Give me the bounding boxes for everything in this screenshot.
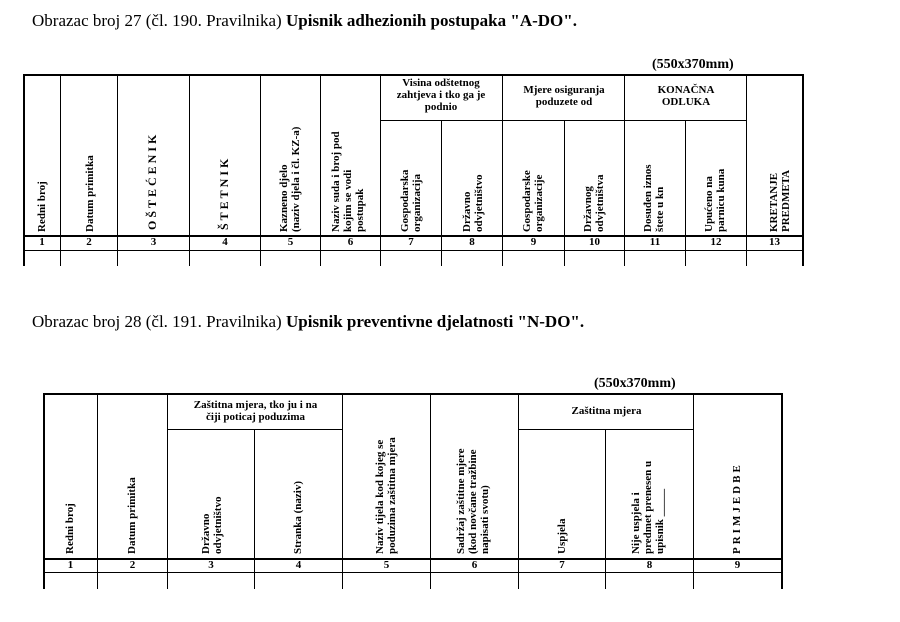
form27-col-num: 3	[150, 236, 157, 248]
form28-col-5-label: Naziv tijela kod kojeg se poduzima zaštitna mjera	[374, 437, 398, 554]
form28-vline	[781, 393, 783, 589]
form28-group-protective: Zaštitna mjera, tko ju i na čiji poticaj poduzima	[193, 399, 318, 423]
form27-col-num: 4	[222, 236, 228, 248]
form27-heading	[32, 11, 577, 31]
form27-heading-bold: Upisnik adhezionih postupaka "A-DO".	[285, 11, 577, 30]
form27-col-num: 12	[710, 236, 722, 248]
form28-col-num: 6	[471, 559, 478, 571]
form27-col-num: 7	[408, 236, 414, 248]
form27-col-12-label: Upućeno na parnicu kuna	[703, 168, 727, 232]
form28-heading-bold: Upisnik preventivne djelatnosti "N-DO".	[285, 312, 585, 331]
form27-num-bottom	[23, 250, 803, 251]
form27-col-7-label: Gospodarska organizacija	[399, 169, 423, 232]
form27-size: (550x370mm)	[652, 57, 734, 72]
form28-num-bottom	[43, 572, 782, 573]
form27-col-num: 5	[287, 236, 294, 248]
form28-col-8-label: Nije uspjela i predmet prenesen u upisnik _____	[630, 460, 666, 554]
form28-col-6-label: Sadržaj zaštitne mjere (kod novčane tražbine napisati svotu)	[455, 448, 491, 554]
form27-col-3-label: OŠTEĆENIK	[145, 131, 159, 230]
form28-col-num: 9	[734, 559, 741, 571]
form27-col-8-label: Državno odvjetništvo	[461, 174, 485, 232]
form28-col-num: 7	[559, 559, 565, 571]
form27-col-6-label: Naziv suda i broj pod kojim se vodi postupak	[330, 131, 366, 232]
form28-col-num: 2	[129, 559, 136, 571]
form27-col-num: 11	[649, 236, 661, 248]
form27-col-num: 1	[39, 236, 45, 248]
form28-col-1-label: Redni broj	[64, 503, 76, 554]
form27-col-11-label: Dosuđen iznos štete u kn	[642, 164, 666, 232]
form28-heading-plain: Obrazac broj 28 (čl. 191. Pravilnika)	[32, 312, 286, 331]
form28-col-num: 3	[208, 559, 214, 571]
form27-col-1-label: Redni broj	[36, 181, 48, 232]
form27-vline	[802, 74, 804, 266]
form27-col-num: 8	[469, 236, 475, 248]
form27-col-num: 13	[769, 236, 780, 248]
form27-col-num: 6	[347, 236, 354, 248]
form27-col-4-label: ŠTETNIK	[217, 155, 231, 230]
form28-heading	[32, 312, 584, 332]
form28-col-2-label: Datum primitka	[126, 477, 138, 554]
form28-top-border	[43, 393, 782, 395]
form27-top-border	[23, 74, 803, 76]
form27-group-decision: KONAČNA ODLUKA	[657, 84, 715, 108]
form27-col-num: 9	[530, 236, 537, 248]
form27-col-num: 2	[86, 236, 92, 248]
form28-col-num: 4	[295, 559, 302, 571]
form27-col-10-label: Državnog odvjetništva	[582, 174, 606, 232]
form28-size: (550x370mm)	[594, 376, 676, 391]
form27-col-9-label: Gospodarske organizacije	[521, 170, 545, 232]
form28-col-9-label: PRIMJEDBE	[731, 462, 743, 554]
form28-col-4-label: Stranka (naziv)	[292, 480, 304, 554]
form27-col-2-label: Datum primitka	[84, 155, 96, 232]
form28-col-num: 1	[67, 559, 74, 571]
form27-heading-plain: Obrazac broj 27 (čl. 190. Pravilnika)	[32, 11, 286, 30]
form27-col-num: 10	[589, 236, 600, 248]
form27-group-security: Mjere osiguranja poduzete od	[523, 84, 605, 108]
form28-col-7-label: Uspjela	[556, 518, 568, 554]
form27-group-claim: Visina odštetnog zahtjeva i tko ga je podnio	[396, 77, 486, 113]
form28-col-num: 5	[383, 559, 390, 571]
form28-group-measure: Zaštitna mjera	[571, 405, 642, 417]
form28-col-3-label: Državno odvjetništvo	[200, 496, 224, 554]
form27-col-13-label: KRETANJE PREDMETA	[768, 169, 792, 232]
form28-col-num: 8	[646, 559, 653, 571]
form27-col-5-label: Kazneno djelo (naziv djela i čl. KZ-a)	[278, 126, 302, 232]
